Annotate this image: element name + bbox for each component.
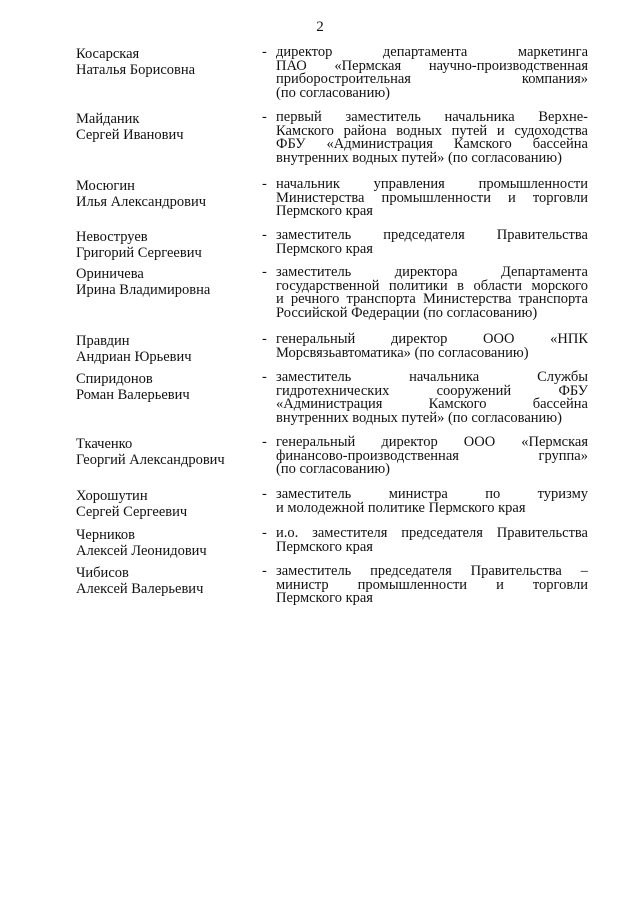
person-position: [276, 333, 588, 360]
position-line: внутренних водных путей» (по согласованию): [276, 409, 562, 426]
position-line: Пермского края: [276, 538, 373, 555]
person-surname: Черников: [76, 527, 136, 543]
position-line: внутренних водных путей» (по согласованию): [276, 149, 562, 166]
person-given-name: Георгий Александрович: [76, 452, 225, 468]
person-surname: Майданик: [76, 111, 140, 127]
position-line: и.о. заместителя председателя Правительства: [276, 525, 588, 541]
position-line: Морсвязьавтоматика» (по согласованию): [276, 344, 529, 361]
position-line: заместитель министра по туризму: [276, 486, 588, 502]
position-line: заместитель председателя Правительства: [276, 227, 588, 243]
position-line: государственной политики в области морского: [276, 277, 588, 294]
person-name: [76, 527, 256, 559]
person-surname: Чибисов: [76, 565, 129, 581]
person-surname: Правдин: [76, 333, 130, 349]
entry-dash: -: [262, 44, 267, 60]
person-surname: Мосюгин: [76, 178, 135, 194]
entry-dash: -: [262, 434, 267, 450]
position-line: гидротехнических сооружений ФБУ: [276, 382, 588, 399]
person-position: [276, 178, 588, 219]
position-line: «Администрация Камского бассейна: [276, 396, 588, 412]
position-line: заместитель директора Департамента: [276, 264, 588, 280]
entry-dash: -: [262, 525, 267, 541]
position-line: Министерства промышленности и торговли: [276, 189, 588, 206]
person-given-name: Алексей Валерьевич: [76, 581, 204, 597]
person-name: [76, 333, 256, 365]
person-position: [276, 371, 588, 425]
person-name: [76, 371, 256, 403]
entry-dash: -: [262, 264, 267, 280]
person-name: [76, 266, 256, 298]
position-line: Пермского края: [276, 590, 373, 606]
entry-dash: -: [262, 331, 267, 347]
person-position: [276, 46, 588, 100]
position-line: ПАО «Пермская научно-производственная: [276, 57, 588, 74]
position-line: компания»: [521, 71, 588, 87]
position-line: Пермского края: [276, 240, 373, 257]
position-line: и молодежной политике Пермского края: [276, 499, 526, 516]
position-line: и речного транспорта Министерства транспорта: [276, 291, 588, 307]
person-position: [276, 488, 588, 515]
person-position: [276, 229, 588, 256]
person-name: [76, 436, 256, 468]
person-surname: Ориничева: [76, 266, 144, 282]
person-surname: Спиридонов: [76, 371, 153, 387]
person-position: [276, 266, 588, 320]
entry-dash: -: [262, 109, 267, 125]
person-name: [76, 488, 256, 520]
position-line: заместитель начальника Службы: [276, 369, 588, 385]
position-line: Российской Федерации (по согласованию): [276, 304, 538, 321]
entry-dash: -: [262, 369, 267, 385]
person-name: [76, 111, 256, 143]
person-given-name: Григорий Сергеевич: [76, 245, 202, 261]
person-name: [76, 565, 256, 597]
position-line: заместитель председателя Правительства –: [276, 563, 588, 579]
position-line: приборостроительная: [276, 71, 411, 87]
person-surname: Хорошутин: [76, 488, 148, 504]
person-given-name: Илья Александрович: [76, 194, 207, 210]
position-line: начальник управления промышленности: [276, 176, 588, 192]
position-line: ФБУ «Администрация Камского бассейна: [276, 136, 588, 152]
position-line: Пермского края: [276, 203, 373, 219]
person-given-name: Ирина Владимировна: [76, 282, 211, 298]
page-number: 2: [316, 19, 324, 35]
person-name: [76, 229, 256, 261]
entry-dash: -: [262, 486, 267, 502]
position-line: министр промышленности и торговли: [276, 576, 588, 593]
person-position: [276, 436, 588, 477]
person-position: [276, 111, 588, 165]
position-line: Камского района водных путей и судоходства: [276, 122, 588, 139]
person-name: [76, 46, 256, 78]
position-line: (по согласованию): [276, 461, 390, 477]
person-given-name: Андриан Юрьевич: [76, 349, 192, 365]
entry-dash: -: [262, 176, 267, 192]
person-name: [76, 178, 256, 210]
person-given-name: Алексей Леонидович: [76, 543, 207, 559]
entry-dash: -: [262, 563, 267, 579]
person-given-name: Наталья Борисовна: [76, 62, 196, 78]
person-given-name: Сергей Иванович: [76, 127, 184, 143]
person-given-name: Сергей Сергеевич: [76, 504, 188, 520]
entry-dash: -: [262, 227, 267, 243]
person-surname: Ткаченко: [76, 436, 133, 452]
person-position: [276, 527, 588, 554]
position-line: финансово-производственная группа»: [276, 447, 588, 464]
position-line: генеральный директор ООО «Пермская: [276, 434, 588, 450]
position-line: первый заместитель начальника Верхне-: [276, 109, 588, 125]
person-surname: Невоструев: [76, 229, 148, 245]
person-position: [276, 565, 588, 606]
person-surname: Косарская: [76, 46, 140, 62]
position-line: (по согласованию): [276, 84, 390, 101]
position-line: директор департамента маркетинга: [276, 44, 588, 60]
person-given-name: Роман Валерьевич: [76, 387, 190, 403]
position-line: генеральный директор ООО «НПК: [276, 331, 588, 347]
